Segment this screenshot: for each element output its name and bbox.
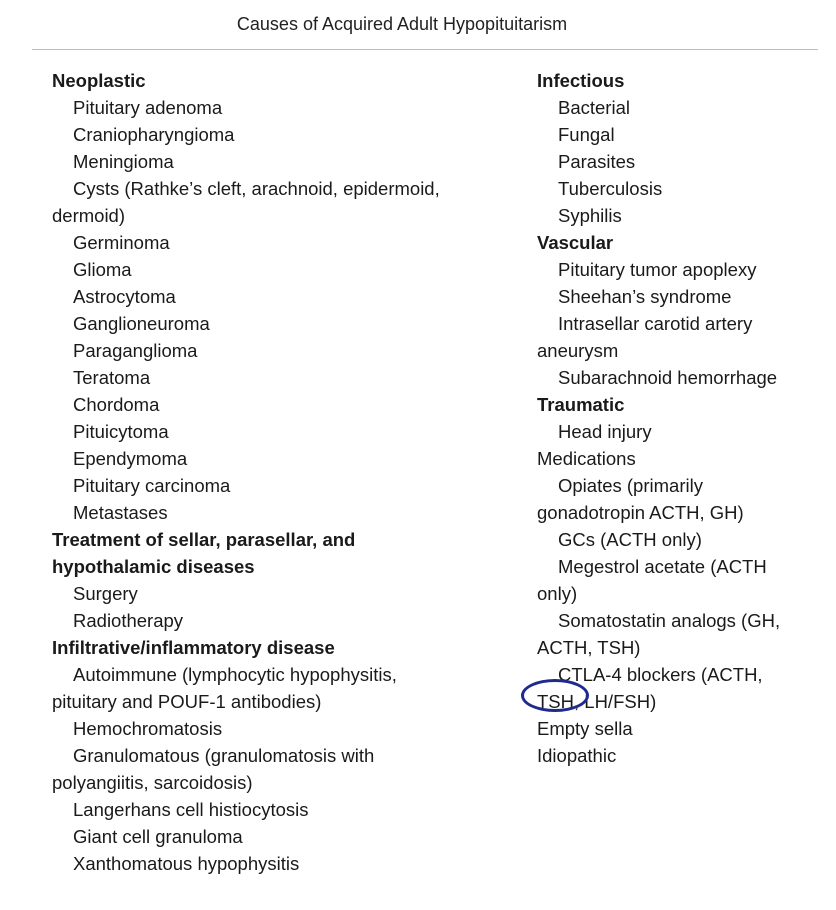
list-item: Meningioma: [73, 151, 174, 172]
list-item-continuation: gonadotropin ACTH, GH): [537, 502, 744, 523]
list-item: Granulomatous (granulomatosis with: [73, 745, 375, 766]
list-item: Astrocytoma: [73, 286, 176, 307]
list-item: Xanthomatous hypophysitis: [73, 853, 300, 874]
list-item: Teratoma: [73, 367, 151, 388]
list-item: Subarachnoid hemorrhage: [558, 367, 778, 388]
section-heading-infiltrative: Infiltrative/inflammatory disease: [52, 637, 335, 658]
list-item: Ganglioneuroma: [73, 313, 210, 334]
page-title: Causes of Acquired Adult Hypopituitarism: [236, 14, 568, 34]
list-item: Radiotherapy: [73, 610, 184, 631]
section-heading-treatment: Treatment of sellar, parasellar, and: [52, 529, 356, 550]
circled-text: TSH: [537, 691, 574, 712]
list-item: Hemochromatosis: [73, 718, 223, 739]
list-item: Parasites: [558, 151, 636, 172]
list-item: Intrasellar carotid artery: [558, 313, 753, 334]
section-heading-treatment-continuation: hypothalamic diseases: [52, 556, 255, 577]
list-item-continuation: pituitary and POUF-1 antibodies): [52, 691, 322, 712]
list-item-continuation: [537, 688, 817, 715]
section-heading-vascular: Vascular: [537, 232, 614, 253]
list-item: Somatostatin analogs (GH,: [558, 610, 781, 631]
list-item: Opiates (primarily: [558, 475, 703, 496]
list-item: Metastases: [73, 502, 168, 523]
section-heading-traumatic: Traumatic: [537, 394, 625, 415]
list-item: Pituitary carcinoma: [73, 475, 231, 496]
list-item: Syphilis: [558, 205, 622, 226]
list-item: Pituitary adenoma: [73, 97, 223, 118]
list-item: Pituitary tumor apoplexy: [558, 259, 757, 280]
list-item: Langerhans cell histiocytosis: [73, 799, 309, 820]
list-item: Bacterial: [558, 97, 630, 118]
list-item: Chordoma: [73, 394, 160, 415]
list-item-continuation: only): [537, 583, 578, 604]
list-item: Craniopharyngioma: [73, 124, 235, 145]
list-item: GCs (ACTH only): [558, 529, 702, 550]
list-item: Head injury: [558, 421, 652, 442]
list-item: Fungal: [558, 124, 615, 145]
list-item-continuation: dermoid): [52, 205, 125, 226]
list-item: Tuberculosis: [558, 178, 663, 199]
list-item: CTLA-4 blockers (ACTH,: [558, 664, 763, 685]
circled-tsh-annotation: [537, 688, 574, 715]
section-heading-medications: Medications: [537, 448, 636, 469]
list-item-continuation: ACTH, TSH): [537, 637, 641, 658]
list-item: Empty sella: [537, 718, 633, 739]
list-item: Giant cell granuloma: [73, 826, 243, 847]
section-heading-neoplastic: Neoplastic: [52, 70, 146, 91]
list-item: Surgery: [73, 583, 138, 604]
list-item: Ependymoma: [73, 448, 188, 469]
left-column: [52, 67, 482, 877]
list-item: Pituicytoma: [73, 421, 169, 442]
list-item: Paraganglioma: [73, 340, 198, 361]
title-divider: [32, 49, 818, 50]
list-item: Idiopathic: [537, 745, 617, 766]
list-item: Megestrol acetate (ACTH: [558, 556, 767, 577]
list-item-text: , LH/FSH): [574, 691, 657, 712]
list-item: Glioma: [73, 259, 132, 280]
list-item: Sheehan’s syndrome: [558, 286, 732, 307]
section-heading-infectious: Infectious: [537, 70, 625, 91]
list-item: Cysts (Rathke’s cleft, arachnoid, epidermoid,: [73, 178, 440, 199]
list-item: Germinoma: [73, 232, 170, 253]
list-item: Autoimmune (lymphocytic hypophysitis,: [73, 664, 397, 685]
list-item-continuation: polyangiitis, sarcoidosis): [52, 772, 253, 793]
list-item-continuation: aneurysm: [537, 340, 619, 361]
right-column: [537, 67, 817, 769]
